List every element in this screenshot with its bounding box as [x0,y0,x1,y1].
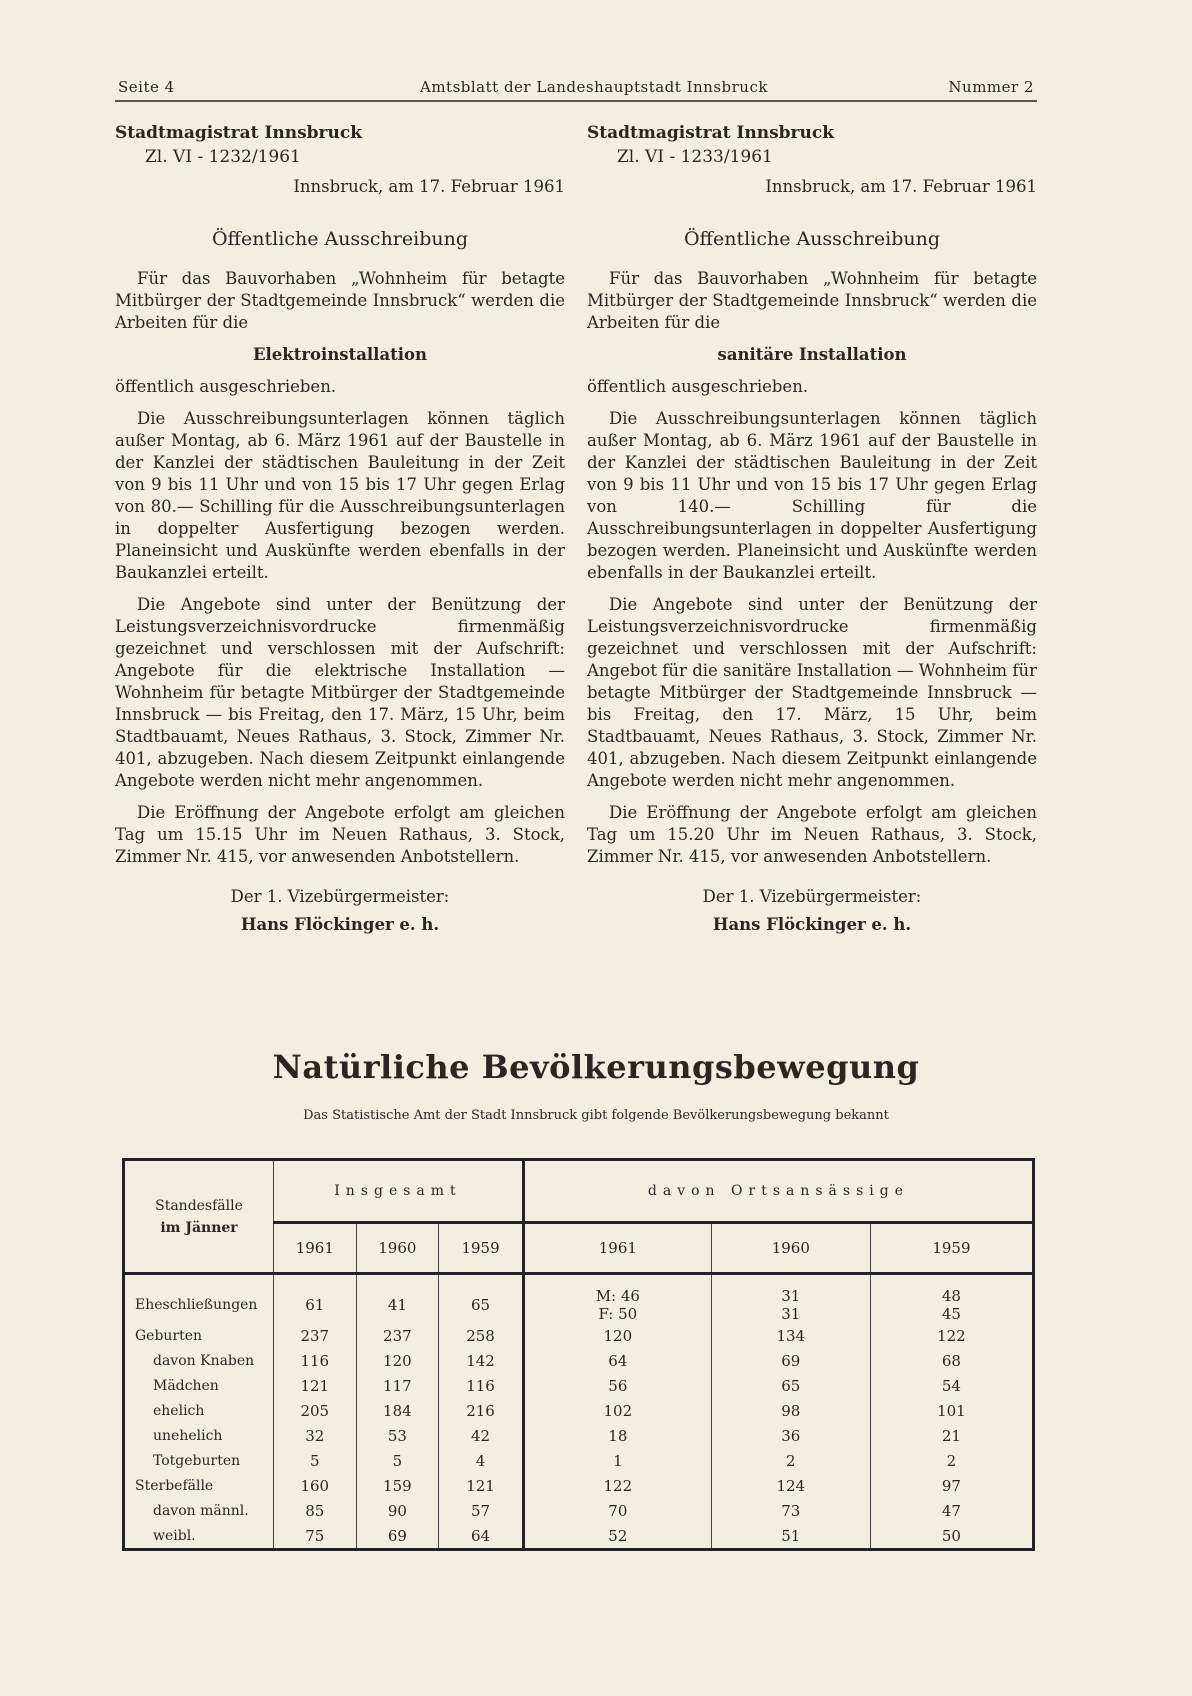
cell-value: 47 [870,1498,1033,1523]
cell-value: 48 45 [870,1274,1033,1324]
row-label: ehelich [153,1402,205,1419]
table-row [124,1348,1034,1373]
table-row [124,1473,1034,1498]
cell-value: 70 [523,1498,711,1523]
cell-value: 21 [870,1423,1033,1448]
notice-date: Innsbruck, am 17. Februar 1961 [293,177,565,196]
cell-value: 116 [274,1348,357,1373]
notice-title: Öffentliche Ausschreibung [683,228,941,250]
cell-value: 64 [439,1523,524,1550]
row-label: weibl. [153,1527,196,1544]
notice-date: Innsbruck, am 17. Februar 1961 [765,177,1037,196]
notice-org: Stadtmagistrat Innsbruck [587,123,834,143]
year-header: 1961 [523,1223,711,1274]
cell-value: 51 [711,1523,870,1550]
table-row [124,1498,1034,1523]
stats-title: Natürliche Bevölkerungsbewegung [272,1048,920,1086]
notice-org: Stadtmagistrat Innsbruck [115,123,362,143]
cell-value: 69 [711,1348,870,1373]
stats-subtitle: Das Statistische Amt der Stadt Innsbruck gibt folgende Bevölkerungsbewegung bekannt [303,1108,889,1123]
cell-value: 52 [523,1523,711,1550]
notice-submission: Die Angebote sind unter der Benützung der Leistungsverzeichnisvordrucke firmenmäßig gezeichnet und verschlossen mit der Aufschrift: Angebot für die sanitäre Installation — Wohnheim für betagte Mitbürger der Stadtgemeinde Innsbruck — bis Freitag, den 17. März, 15 Uhr, beim Stadtbauamt, Neues Rathaus, 3. Stock, Zimmer Nr. 401, abzugeben. Nach diesem Zeitpunkt einlangende Angebote werden nicht mehr angenommen. [587,595,1037,790]
cell-value: 5 [356,1448,439,1473]
cell-value: 124 [711,1473,870,1498]
cell-value: 5 [274,1448,357,1473]
row-label: Sterbefälle [135,1477,214,1494]
header-rule [115,100,1037,102]
group-local-header: davon Ortsansässige [523,1160,1033,1223]
notice-right [587,122,1037,936]
cell-value: 32 [274,1423,357,1448]
notice-ref: Zl. VI - 1232/1961 [145,147,301,167]
cell-value: 122 [523,1473,711,1498]
row-label: davon Knaben [153,1352,255,1369]
cell-value: 216 [439,1398,524,1423]
notice-ref: Zl. VI - 1233/1961 [617,147,773,167]
notice-signature: Hans Flöckinger e. h. [240,915,440,934]
cell-value: 65 [439,1274,524,1324]
cell-value: 142 [439,1348,524,1373]
notice-documents: Die Ausschreibungsunterlagen können täglich außer Montag, ab 6. März 1961 auf der Baustelle in der Kanzlei der städtischen Bauleitung in der Zeit von 9 bis 11 Uhr und von 15 bis 17 Uhr gegen Erlag von 140.— Schilling für die Ausschreibungsunterlagen in doppelter Ausfertigung bezogen werden. Planeinsicht und Auskünfte werden ebenfalls in der Baukanzlei erteilt. [587,409,1037,582]
cell-value: 64 [523,1348,711,1373]
cell-value: 75 [274,1523,357,1550]
cell-value: 117 [356,1373,439,1398]
year-header: 1960 [356,1223,439,1274]
issue-number: Nummer 2 [948,78,1034,96]
cell-value: 90 [356,1498,439,1523]
cell-value: 237 [274,1323,357,1348]
notice-documents: Die Ausschreibungsunterlagen können täglich außer Montag, ab 6. März 1961 auf der Baustelle in der Kanzlei der städtischen Bauleitung in der Zeit von 9 bis 11 Uhr und von 15 bis 17 Uhr gegen Erlag von 80.— Schilling für die Ausschreibungsunterlagen in doppelter Ausfertigung bezogen werden. Planeinsicht und Auskünfte werden ebenfalls in der Baukanzlei erteilt. [115,409,565,582]
table-row [124,1423,1034,1448]
publication-title: Amtsblatt der Landeshauptstadt Innsbruck [420,78,768,96]
cell-value: 68 [870,1348,1033,1373]
year-header: 1960 [711,1223,870,1274]
table-row [124,1523,1034,1550]
cell-value: 50 [870,1523,1033,1550]
notice-submission: Die Angebote sind unter der Benützung der Leistungsverzeichnisvordrucke firmenmäßig gezeichnet und verschlossen mit der Aufschrift: Angebote für die elektrische Installation — Wohnheim für betagte Mitbürger der Stadtgemeinde Innsbruck — bis Freitag, den 17. März, 15 Uhr, beim Stadtbauamt, Neues Rathaus, 3. Stock, Zimmer Nr. 401, abzugeben. Nach diesem Zeitpunkt einlangende Angebote werden nicht mehr angenommen. [115,595,565,790]
corner-header [124,1160,274,1274]
cell-value: 4 [439,1448,524,1473]
cell-value: 184 [356,1398,439,1423]
cell-value: 54 [870,1373,1033,1398]
row-label: Geburten [135,1327,203,1344]
row-label: Eheschließungen [135,1297,258,1313]
cell-value: 2 [711,1448,870,1473]
cell-value: 101 [870,1398,1033,1423]
cell-value: 205 [274,1398,357,1423]
cell-value: M: 46 F: 50 [523,1274,711,1324]
cell-value: 57 [439,1498,524,1523]
notice-intro: Für das Bauvorhaben „Wohnheim für betagte Mitbürger der Stadtgemeinde Innsbruck“ werden die Arbeiten für die [587,269,1037,332]
cell-value: 121 [274,1373,357,1398]
notice-opening: Die Eröffnung der Angebote erfolgt am gleichen Tag um 15.15 Uhr im Neuen Rathaus, 3. Stock, Zimmer Nr. 415, vor anwesenden Anbotstellern. [115,803,565,866]
row-label: Totgeburten [153,1452,241,1469]
cell-value: 85 [274,1498,357,1523]
cell-value: 97 [870,1473,1033,1498]
cell-value: 42 [439,1423,524,1448]
corner-line1: Standesfälle [155,1197,243,1214]
table-row [124,1448,1034,1473]
notice-left [115,122,565,936]
cell-value: 36 [711,1423,870,1448]
cell-value: 69 [356,1523,439,1550]
notice-intro: Für das Bauvorhaben „Wohnheim für betagte Mitbürger der Stadtgemeinde Innsbruck“ werden die Arbeiten für die [115,269,565,332]
cell-value: 1 [523,1448,711,1473]
cell-value: 31 31 [711,1274,870,1324]
notice-work: sanitäre Installation [717,345,907,364]
page-number: Seite 4 [118,78,175,96]
cell-value: 159 [356,1473,439,1498]
cell-value: 258 [439,1323,524,1348]
notice-signature: Hans Flöckinger e. h. [712,915,912,934]
row-label: davon männl. [153,1502,249,1519]
table-row [124,1398,1034,1423]
table-row [124,1373,1034,1398]
table-row [124,1323,1034,1348]
year-header: 1961 [274,1223,357,1274]
cell-value: 122 [870,1323,1033,1348]
cell-value: 102 [523,1398,711,1423]
notice-title: Öffentliche Ausschreibung [211,228,469,250]
notice-opening: Die Eröffnung der Angebote erfolgt am gleichen Tag um 15.20 Uhr im Neuen Rathaus, 3. Stock, Zimmer Nr. 415, vor anwesenden Anbotstellern. [587,803,1037,866]
cell-value: 73 [711,1498,870,1523]
cell-value: 160 [274,1473,357,1498]
cell-value: 116 [439,1373,524,1398]
row-label: unehelich [153,1427,223,1444]
row-label: Mädchen [153,1377,219,1394]
notice-signer: Der 1. Vizebürgermeister: [230,887,450,906]
cell-value: 61 [274,1274,357,1324]
cell-value: 120 [356,1348,439,1373]
notice-signer: Der 1. Vizebürgermeister: [702,887,922,906]
cell-value: 65 [711,1373,870,1398]
population-table [122,1158,1035,1551]
table-row [124,1274,1034,1324]
year-header: 1959 [870,1223,1033,1274]
cell-value: 53 [356,1423,439,1448]
notice-intro-end: öffentlich ausgeschrieben. [587,377,809,396]
cell-value: 56 [523,1373,711,1398]
notice-work: Elektroinstallation [252,345,428,364]
cell-value: 2 [870,1448,1033,1473]
cell-value: 41 [356,1274,439,1324]
cell-value: 120 [523,1323,711,1348]
cell-value: 121 [439,1473,524,1498]
year-header: 1959 [439,1223,524,1274]
cell-value: 237 [356,1323,439,1348]
cell-value: 134 [711,1323,870,1348]
corner-line2: im Jänner [160,1219,238,1236]
cell-value: 18 [523,1423,711,1448]
group-total-header: Insgesamt [274,1160,524,1223]
cell-value: 98 [711,1398,870,1423]
notice-intro-end: öffentlich ausgeschrieben. [115,377,337,396]
